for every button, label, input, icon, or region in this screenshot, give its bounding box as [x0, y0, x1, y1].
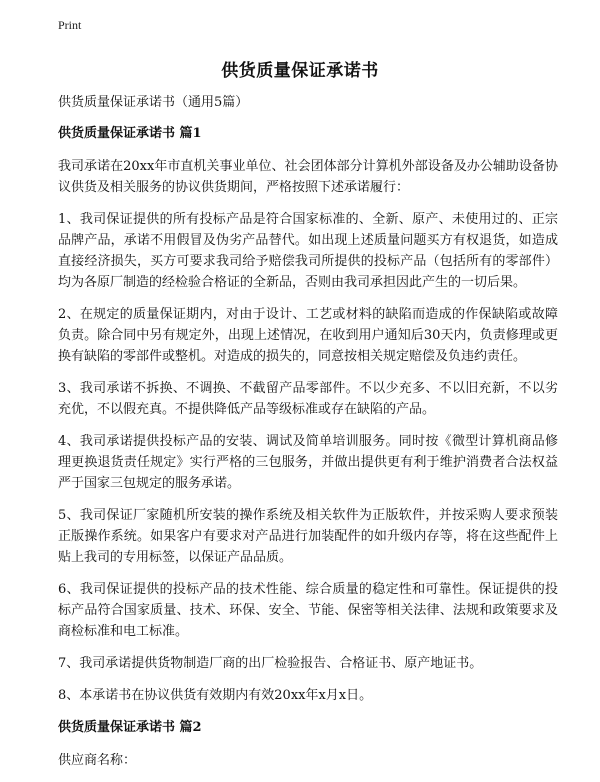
commitment-item-4: 4、我司承诺提供投标产品的安装、调试及简单培训服务。同时按《微型计算机商品修理更换退货责任规定》实行严格的三包服务，并做出提供更有利于维护消费者合法权益严于国家三包规定的服务承诺。 — [58, 434, 558, 491]
commitment-item-7: 7、我司承诺提供货物制造厂商的出厂检验报告、合格证书、原产地证书。 — [58, 656, 483, 671]
section-heading-1: 供货质量保证承诺书 篇1 — [58, 126, 202, 141]
page-title: 供货质量保证承诺书 — [221, 61, 379, 81]
print-label: Print — [58, 18, 82, 32]
commitment-item-3: 3、我司承诺不拆换、不调换、不截留产品零部件。不以少充多、不以旧充新，不以劣充优，不以假充真。不提供降低产品等级标准或存在缺陷的产品。 — [58, 381, 558, 417]
commitment-item-8: 8、本承诺书在协议供货有效期内有效20xx年x月x日。 — [58, 688, 373, 703]
commitment-item-5: 5、我司保证厂家随机所安装的操作系统及相关软件为正版软件，并按采购人要求预装正版操作系统。如果客户有要求对产品进行加装配件的如升级内存等，将在这些配件上贴上我司的专用标签，以保证产品品质。 — [58, 508, 558, 565]
commitment-item-6: 6、我司保证提供的投标产品的技术性能、综合质量的稳定性和可靠性。保证提供的投标产品符合国家质量、技术、环保、安全、节能、保密等相关法律、法规和政策要求及商检标准和电工标准。 — [58, 582, 558, 639]
intro-paragraph: 我司承诺在20xx年市直机关事业单位、社会团体部分计算机外部设备及办公辅助设备协议供货及相关服务的协议供货期间，严格按照下述承诺履行： — [58, 159, 558, 195]
document-subtitle: 供货质量保证承诺书（通用5篇） — [58, 95, 249, 110]
supplier-name-label: 供应商名称： — [58, 753, 137, 768]
commitment-item-1: 1、我司保证提供的所有投标产品是符合国家标准的、全新、原产、未使用过的、正宗品牌产品，承诺不用假冒及伪劣产品替代。如出现上述质量问题买方有权退货，如造成直接经济损失，买方可要求我司给予赔偿我司所提供的投标产品（包括所有的零部件）均为各原厂制造的经检验合格证的全新品，否则由我司承担因此产生的一切后果。 — [58, 212, 558, 290]
document-body — [58, 92, 558, 782]
section-heading-2: 供货质量保证承诺书 篇2 — [58, 720, 202, 735]
commitment-item-2: 2、在规定的质量保证期内，对由于设计、工艺或材料的缺陷而造成的作保缺陷或故障负责。除合同中另有规定外，出现上述情况，在收到用户通知后30天内，负责修理或更换有缺陷的零部件或整机。对造成的损失的，同意按相关规定赔偿及负违约责任。 — [58, 307, 558, 364]
